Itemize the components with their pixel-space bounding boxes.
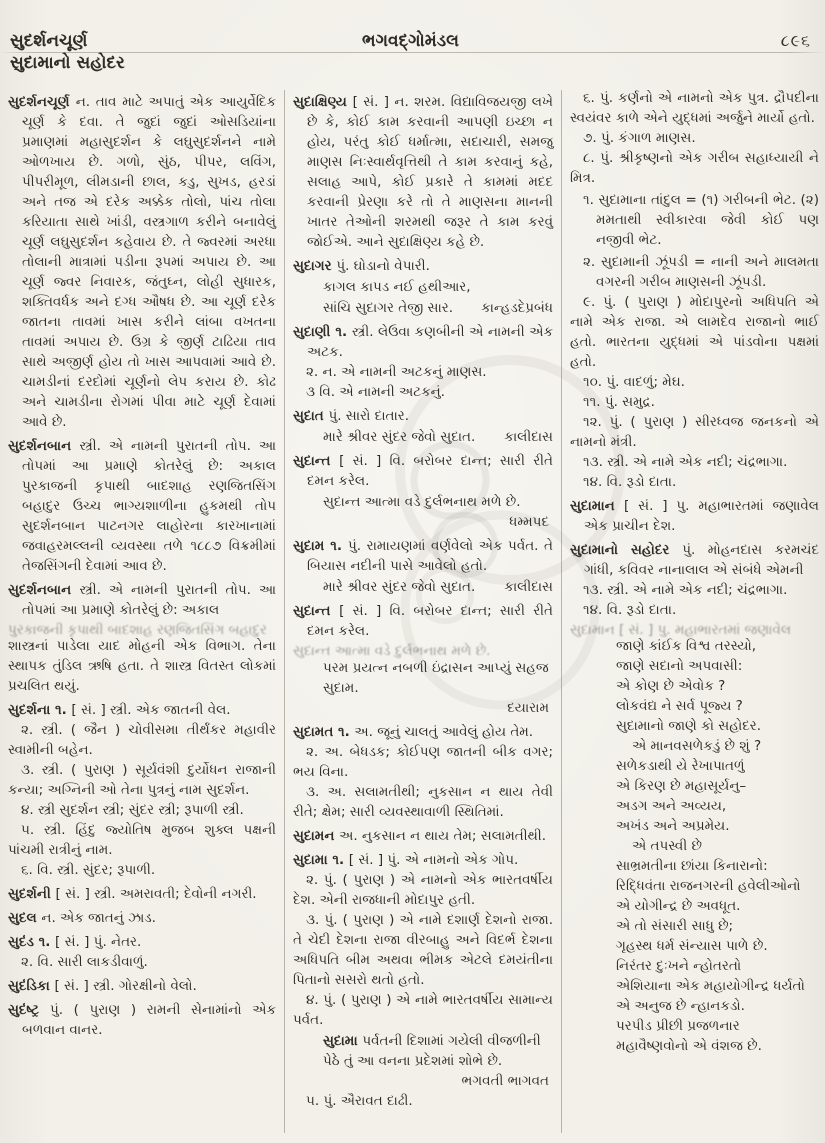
dict-entry: સુદર્શના ૧. [ સં. ] સ્ત્રી. એક જાતની વેલ. (8, 702, 231, 718)
column-1 (8, 88, 284, 1133)
running-head-bottom: સુદામાનો સહોદર (10, 53, 125, 73)
quote-line: કાલીદાસ મારે શ્રીવર સુંદર જેવો સુદાત. (323, 579, 553, 595)
headword: સુદામ ૧. (293, 538, 349, 554)
dict-entry: સુદર્શની [ સં. ] સ્ત્રી. અમરાવતી; દેવોની નગરી. (8, 886, 257, 902)
attribution: ધમ્મપદ (509, 514, 549, 530)
sense-line: ૧૪. વિ. રૂડો દાતા. (583, 474, 677, 490)
dict-entry: સુદર્શનબાન સ્ત્રી. એ નામની પુરાતની તોપ. આ તોપમાં આ પ્રમાણે કોતરેલું છે: અકાલ પુરકાજની કૃપાથી બાદશાહ રણજિતસિંગ બહાદુર ઉચ્ચ ભાગ્યશાળીના હુકમથી તોપ સુદર્શનબાન પાટનગર લાહોરના કારખાનામાં જવાહરમલ્લની વ્યવસ્થા તળે ૧૮૮૭ વિક્રમીમાં તેજસિંગની દેવામાં આવ છે. (8, 438, 277, 574)
headword: સુદાણી ૧. (293, 324, 353, 340)
dict-entry: સુદામન અ. નુકસાન ન થાય તેમ; સલામતીથી. (293, 828, 547, 844)
entry-continuation: શાસ્ત્રનાં પાડેલા યાદ મોહની એક વિભાગ. તેના સ્થાપક તુંડિલ ઋષિ હતા. તે શાસ્ત્ર વિતસ્ત લોકમાં પ્રચલિત થયું. (8, 638, 276, 694)
dict-entry: સુદામત ૧. અ. જૂનું ચાલતું આવેલું હોય તેમ. (293, 724, 534, 740)
sense-line: ૨. વિ. સારી લાકડીવાળું. (21, 954, 148, 970)
column-2 (285, 88, 561, 1133)
dict-entry: સુદાક્ષિણ્ય [ સં. ] ન. શરમ. વિદ્યાવિજયજી લખે છે કે, કોઈ કામ કરવાની આપણી ઇચ્છા ન હોય, પરંતુ કોઈ ધર્માત્મા, સદાચારી, સમજુ માણસ નિઃસ્વાર્થવૃત્તિથી તે કામ કરવાનું કહે, સલાહ આપે, કોઈ પ્રકારે તે કામમાં મદદ કરવાની પ્રેરણા કરે તો તે માણસના માનની ખાતર તેઓની શરમથી જરૂર તે કામ કરવું જોઈએ. આને સુદાક્ષિણ્ય કહે છે. (293, 94, 553, 250)
dict-entry: સુદલ ન. એક જાતનું ઝાડ. (8, 910, 156, 926)
dict-entry: સુદામાનો સહોદર પું. મોહનદાસ કરમચંદ ગાંધી, કવિવર નાનાલાલ એ સંબંધે એમની (570, 542, 819, 578)
running-head-top: સુદર્શનચૂર્ણ (10, 31, 88, 51)
dict-entry: સુદાણી ૧. સ્ત્રી. લેઉવા કણબીની એ નામની એક અટક. (293, 324, 553, 360)
quote-attribution (293, 698, 553, 718)
poem-line: એશિયાના એક મહાયોગીન્દ્ર ધર્યતો (616, 978, 805, 994)
headword: સુદામાનો સહોદર (570, 542, 683, 558)
poem-line: સાભ્રમતીના છાંયા કિનારાનો: (616, 858, 768, 874)
sense-line: ૧૦. પું. વાદળું; મેઘ. (583, 374, 685, 390)
sense-line: ૨. અ. બેધડક; કોઈપણ જાતની બીક વગર; ભય વિના. (293, 744, 553, 780)
page-number: ૮૯૬ (780, 31, 811, 50)
poem-line: એ તો સંસારી સાધુ છે; (616, 918, 734, 934)
dict-entry: સુદાત પું. સારો દાતાર. (293, 408, 410, 424)
poem-line: એ યોગીન્દ્ર છે અવધૂત. (616, 898, 741, 914)
sense-line: ૪. પું. ( પુરાણ ) એ નામે ભારતવર્ષીય સામાન્ય પર્વત. (293, 992, 553, 1028)
headword: સુદાગર (293, 258, 337, 274)
dict-entry: સુદામા ૧. [ સં. ] પું. એ નામનો એક ગોપ. (293, 852, 519, 868)
sense-line: ૬. પું. કર્ણનો એ નામનો એક પુત્ર. દ્રૌપદીના સ્વયંવર કાળે એને યુદ્ધમાં અર્જુને માર્યો હતો. (570, 90, 819, 126)
column-divider-2 (561, 90, 562, 1133)
poem-line: લોકવંદ્ય ને સર્વ પૂજ્ય ? (616, 698, 743, 714)
headword: સુદલ (8, 910, 42, 926)
dict-entry: સુદંડિકા [ સં. ] સ્ત્રી. ગોરક્ષીનો વેલો. (8, 978, 197, 994)
ghost-print-line: પુરકાજની કૃપાથી બાદશાહ રણજિતસિંગ બહાદુર (8, 622, 268, 638)
dict-entry: સુદંડ ૧. [ સં. ] પું. નેતર. (8, 934, 142, 950)
idiom-line: ૨. સુદામાની ઝૂંપડી = નાની અને માલમતા વગરની ગરીબ માણસની ઝૂંપડી. (583, 254, 819, 290)
headword: સુદર્શનબાન (8, 438, 80, 454)
sense-line: ૩. પું. ( પુરાણ ) એ નામે દશાર્ણ દેશનો રાજા. તે ચેદી દેશના રાજા વીરબાહુ અને વિદર્ભ દેશના અધિપતિ બીમ અથવા ભીમક એટલે દમયંતીના પિતાનો સસરો થતો હતો. (293, 912, 553, 988)
sense-line: ૨. ન. એ નામની અટકનું માણસ. (306, 364, 487, 380)
ghost-print-line: સુદાન્ત આત્મા વડે દુર્લભનાથ મળે છે. (292, 643, 491, 659)
poem-line: ગૃહસ્થ ધર્મ સંન્યાસ પાળે છે. (616, 938, 768, 954)
poem-line: પરપીડ પ્રીછી પ્રજળનાર (616, 1018, 740, 1034)
sense-line: ૮. પું. શ્રીકૃષ્ણનો એક ગરીબ સહાધ્યાયી ને મિત્ર. (570, 150, 819, 186)
attribution: કાન્હડદેપ્રબંધ (481, 300, 553, 316)
poem-line: નિરંતર દુઃખને ન્હોતરતો (616, 958, 742, 974)
headword: સુદાન્ત (293, 603, 340, 619)
headword: સુદામન (293, 828, 340, 844)
headword: સુદાક્ષિણ્ય (293, 94, 353, 110)
dict-entry: સુદર્શનબાન સ્ત્રી. એ નામની પુરાતની તોપ. આ તોપમાં આ પ્રમાણે કોતરેલું છે: અકાલ (8, 582, 277, 618)
dict-entry: સુદાન્ત [ સં. ] વિ. બરોબર દાન્ત; સારી રીતે દમન કરેલ. (293, 453, 553, 489)
quote-line: સુદાન્ત આત્મા વડે દુર્લભનાથ મળે છે. (323, 494, 521, 510)
poem-line: અડગ અને અવ્યય, (616, 798, 727, 814)
sense-line: ૫. સ્ત્રી. હિંદુ જ્યોતિષ મુજબ શુક્લ પક્ષની પાંચમી રાત્રીનું નામ. (8, 822, 276, 858)
dict-entry: સુદર્શનચૂર્ણ ન. તાવ માટે અપાતું એક આયુર્વેદિક ચૂર્ણ કે દવા. તે જુદાં જુદાં ઓસડિયાંના પ્રમાણમાં મહાસુદર્શન કે લઘુસુદર્શનને નામે ઓળખાય છે. ગળો, સુંઠ, પીપર, લવિંગ, પીપરીમૂળ, લીમડાની છાલ, કડુ, સુખડ, હરડાં અને તજ એ દરેક અક્કેક તોલો, પાંચ તોલા કરિયાતા સાથે ખાંડી, વસ્ત્રગાળ કરીને બનાવેલું ચૂર્ણ લઘુસુદર્શન કહેવાય છે. તે જ્વરમાં અરધા તોલાની માત્રામાં પડીના રૂપમાં અપાય છે. આ ચૂર્ણ જ્વર નિવારક, જંતુઘ્ન, લોહી સુધારક, શક્તિવર્ધક અને દગ્ધ ઔષધ છે. આ ચૂર્ણ દરેક જાતના તાવમાં ખાસ કરીને લાંબા વખતના તાવમાં અપાય છે. ઉગ્ર કે જીર્ણ ટાઢિયા તાવ સાથે અજીર્ણ હોય તો ખાસ આપવામાં આવે છે. ચામડીનાં દરદોમાં ચૂર્ણનો લેપ કરાય છે. કોઢ અને ચામડીના રોગમાં પીવા માટે ચૂર્ણ દેવામાં આવે છે. (8, 94, 276, 430)
headword: સુદામા (323, 1033, 363, 1049)
sense-line: ૧૩. સ્ત્રી. એ નામે એક નદી; ચંદ્રભાગા. (583, 582, 788, 598)
header-rule (0, 52, 825, 53)
book-title: ભગવદ્ગોમંડલ (362, 31, 459, 51)
sense-line: ૪. સ્ત્રી સુદર્શન સ્ત્રી; સુંદર સ્ત્રી; રૂપાળી સ્ત્રી. (21, 802, 244, 818)
quote-line: કાલીદાસ મારે શ્રીવર સુંદર જેવો સુદાત. (323, 429, 553, 445)
dict-entry: સુદંષ્ટ્ર પું. ( પુરાણ ) રામની સેનામાંનો એક બળવાન વાનર. (8, 1002, 276, 1038)
sense-line: ૧૨. પું. ( પુરાણ ) સીરધ્વજ જનકનો એ નામનો મંત્રી. (570, 414, 819, 450)
headword: સુદાન્ત (293, 453, 340, 469)
idiom-line: ૧. સુદામાના તાંદુલ = (૧) ગરીબની ભેટ. (૨) મમતાથી સ્વીકારવા જેવી કોઈ પણ નજીવી ભેટ. (583, 192, 819, 248)
headword: સુદામા ૧. (293, 852, 349, 868)
headword: સુદર્શનચૂર્ણ (8, 94, 76, 110)
poem-line: એ કિરણ છે મહાસૂર્યનુ– (616, 778, 747, 794)
poem-line: એ તપસ્વી છે (632, 838, 702, 854)
poem-line: રિદ્ધિવંતા રાજનગરની હવેલીઓનો (616, 878, 801, 894)
poem-line: અખંડ અને અપ્રમેય. (616, 818, 730, 834)
headword: સુદામાન (570, 498, 624, 514)
quote-attribution (293, 512, 553, 532)
sense-line: ૨. પું. ( પુરાણ ) એ નામનો એક ભારતવર્ષીય દેશ. એની રાજધાની મોદાપુર હતી. (293, 872, 553, 908)
sense-line: ૧૩. સ્ત્રી. એ નામે એક નદી; ચંદ્રભાગા. (583, 454, 788, 470)
headword: સુદામત ૧. (293, 724, 355, 740)
sense-line: ૩ વિ. એ નામની અટકનું. (306, 384, 445, 400)
headword: સુદંડ ૧. (8, 934, 56, 950)
quote-line: સુદામા પર્વતની દિશામાં ગયેલી વીજળીની પેઠે તું આ વનના પ્રદેશમાં શોભે છે. (323, 1033, 541, 1069)
headword: સુદંષ્ટ્ર (8, 1002, 50, 1018)
attribution: ભગવતી ભાગવત (461, 1073, 549, 1089)
poem-line: સળેકડાથી યે રેખાપાતળું (616, 758, 745, 774)
sense-line: ૨. સ્ત્રી. ( જૈન ) ચોવીસમા તીર્થંકર મહાવીર સ્વામીની બહેન. (8, 722, 276, 758)
sense-line: ૧૧. પું. સમુદ્ર. (583, 394, 655, 410)
attribution: દયારામ (507, 700, 549, 716)
attribution: કાલીદાસ (504, 579, 553, 595)
dict-entry: સુદામાન [ સં. ] પુ. મહાભારતમાં જણાવેલ એક પ્રાચીન દેશ. (570, 498, 819, 534)
text-columns (8, 88, 821, 1133)
sense-line: ૬. વિ. સ્ત્રી. સુંદર; રૂપાળી. (21, 862, 156, 878)
headword: સુદર્શની (8, 886, 56, 902)
poem-line: જાણે સદાનો અપવાસી: (616, 658, 743, 674)
column-divider-1 (284, 90, 285, 1133)
dict-entry: સુદામ ૧. પું. રામાયણમાં વર્ણવેલો એક પર્વત. તે બિયાસ નદીની પાસે આવેલો હતો. (293, 538, 553, 574)
poem-line: જાણે કાંઈક વિશ્વ તરસ્યો, (616, 638, 757, 654)
sense-line: ૧૪. વિ. રૂડો દાતા. (583, 602, 677, 618)
poem-line: એ કોણ છે એવોક ? (616, 678, 726, 694)
poem-line: એ માનવસળેકડું છે શું ? (632, 738, 762, 754)
column-3 (562, 88, 821, 1133)
headword: સુદંડિકા (8, 978, 55, 994)
sense-line: ૯. પું. ( પુરાણ ) મોદાપુરનો અધિપતિ એ નામે એક રાજા. એ લામદેવ રાજાનો ભાઈ હતો. ભારતના યુદ્ધમાં એ પાંડવોના પક્ષમાં હતો. (570, 294, 819, 370)
headword: સુદર્શનબાન (8, 582, 80, 598)
dict-entry: સુદાગર પું. ઘોડાનો વેપારી. (293, 258, 430, 274)
quote-line: પરમ પ્રયત્ન નબળી ઇંદ્રાસન આપ્યું સહજ સુદામ. (323, 660, 549, 696)
quote-attribution (293, 1071, 553, 1091)
sense-line: ૭. પું. કંગાળ માણસ. (583, 130, 696, 146)
ghost-print-line: સુદામાન [ સં. ] પુ. મહાભારતમાં જણાવેલ (569, 622, 792, 638)
headword: સુદર્શના ૧. (8, 702, 72, 718)
sense-line: ૩. અ. સલામતીથી; નુકસાન ન થાય તેવી રીતે; ક્ષેમ; સારી વ્યવસ્થાવાળી સ્થિતિમાં. (293, 784, 553, 820)
poem-line: એ અનુજ છે ન્હાનકડો. (616, 998, 745, 1014)
quote-line: કાન્હડદેપ્રબંધ સાંચિ સુદાગર તેજી સાર. (323, 300, 553, 316)
attribution: કાલીદાસ (504, 429, 553, 445)
poem-line: મહાવૈષ્ણવોનો એ વંશજ છે. (616, 1038, 762, 1054)
dict-entry: સુદાન્ત [ સં. ] વિ. બરોબર દાન્ત; સારી રીતે દમન કરેલ. (293, 603, 553, 639)
sense-line: ૩. સ્ત્રી. ( પુરાણ ) સૂર્યવંશી દુર્યોધન રાજાની કન્યા; અગ્નિની ઓ તેના પુત્રનું નામ સુદર્શન. (8, 762, 276, 798)
sense-line: ૫. પું. ઐરાવત દાઢી. (306, 1093, 413, 1109)
headword: સુદાત (293, 408, 329, 424)
quote-line: કાગલ કાપડ નઈ હથીઆર, (323, 279, 471, 295)
poem-line: સુદામાનો જાણે કો સહોદર. (616, 718, 762, 734)
